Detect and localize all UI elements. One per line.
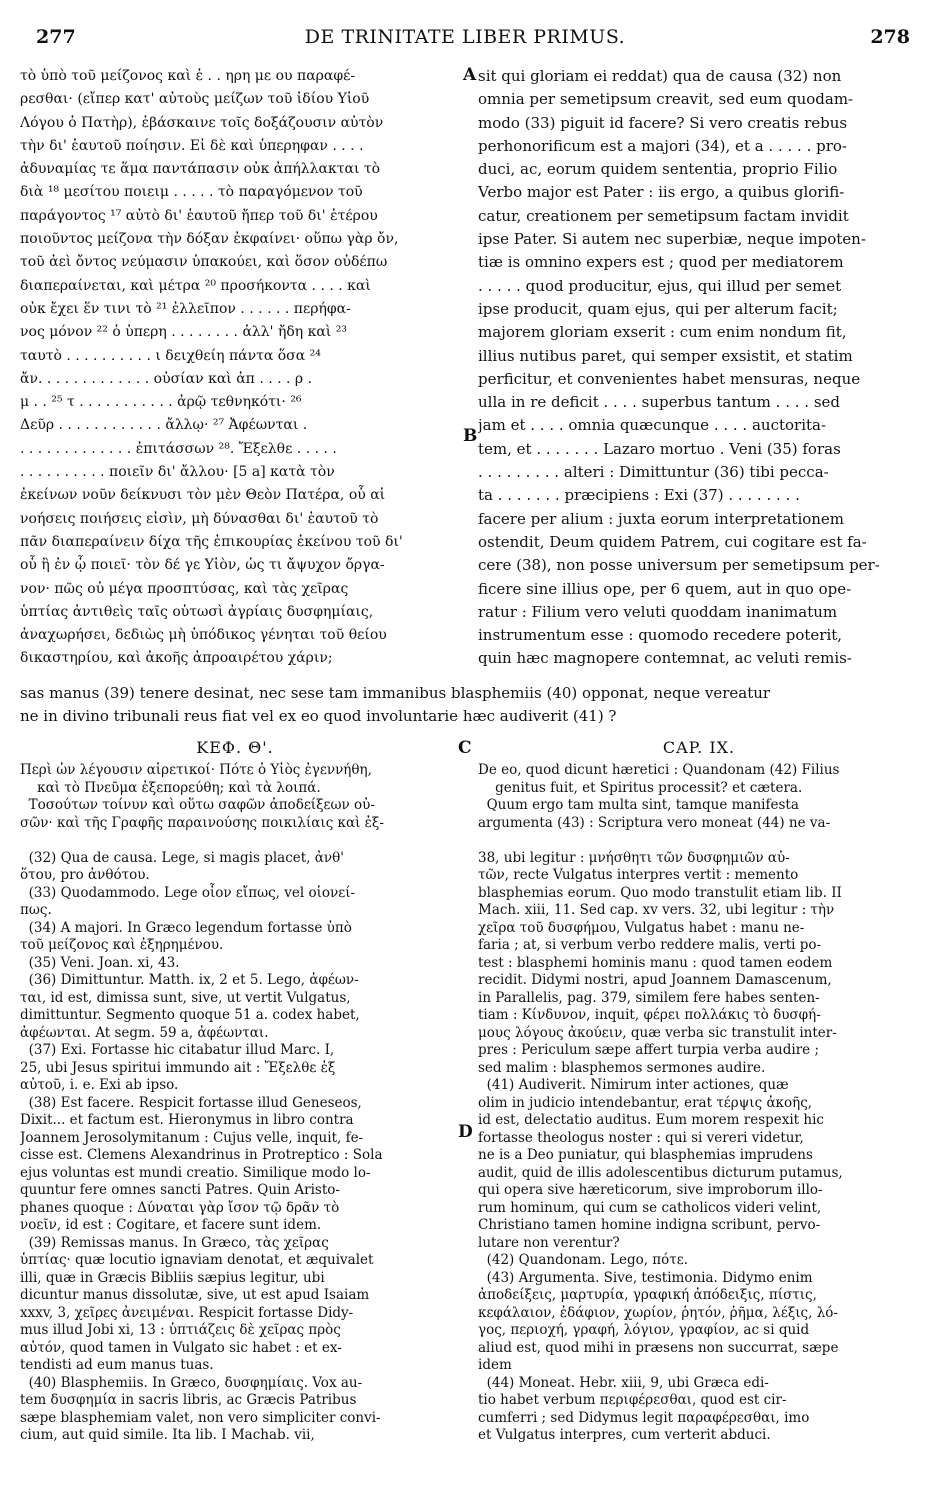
note-line: aliud est, quod mihi in præsens non succurrat, sæpe [478, 1339, 839, 1356]
latin-text-line: sit qui gloriam ei reddat) qua de causa (32) non [478, 67, 842, 85]
greek-text-line: ἀδυναμίας τε ἅμα παντάπασιν οὐκ ἀπήλλακται τὸ [20, 161, 381, 178]
latin-text-line: ratur : Filium vero veluti quoddam inanimatum [478, 602, 838, 621]
note-line: quuntur fere omnes sancti Patres. Quin Aristo- [20, 1182, 340, 1198]
note-line: ἀποδείξεις, μαρτυρία, γραφική ἀπόδειξις, πίστις, [478, 1287, 817, 1303]
note-line: νοεῖν, id est : Cogitare, et facere sunt idem. [20, 1217, 322, 1233]
latin-text-line: quin hæc magnopere contemnat, ac veluti remis- [478, 649, 852, 668]
greek-text-line: πᾶν διαπεραίνειν δίχα τῆς ἐπικουρίας ἐκείνου τοῦ δι' [20, 533, 403, 550]
note-line: (33) Quodammodo. Lege οἷον εἴπως, vel οἱονεί- [20, 884, 356, 901]
margin-letter-b: B [463, 426, 478, 446]
greek-text-line: . . . . . . . . . . . . . ἐπιτάσσων ²⁸. Ἔξελθε . . . . . [20, 440, 337, 457]
note-line: (40) Blasphemiis. In Græco, δυσφημίαις. Vox au- [20, 1374, 363, 1391]
note-line [20, 832, 465, 850]
note-line: αὐτοῦ, i. e. Exi ab ipso. [20, 1077, 179, 1093]
greek-text-line: Δεῦρ . . . . . . . . . . . . ἄλλῳ· ²⁷ Ἀφέωνται . [20, 417, 308, 434]
notes-right-column [478, 762, 910, 1445]
greek-text-line: ὑπτίας ἀντιθεὶς ταῖς οὑτωσὶ ἀγρίαις δυσφημίαις, [20, 603, 374, 620]
greek-text-line: τοῦ ἀεὶ ὄντος νεύμασιν ὑπακούει, καὶ ὅσον οὐδέπω [20, 254, 388, 271]
latin-text-line: ipse producit, quam ejus, qui per alterum facit; [478, 299, 838, 318]
note-line: Christiano tamen homine indigna scribunt, pervo- [478, 1217, 821, 1233]
latin-text-line: facere per alium : juxta eorum interpretationem [478, 509, 845, 528]
page-number-right: 278 [870, 26, 910, 48]
note-line: Mach. xiii, 11. Sed cap. xv vers. 32, ubi legitur : τὴν [478, 902, 835, 918]
latin-text-line: ulla in re deficit . . . . superbus tantum . . . . sed [478, 393, 840, 412]
latin-text-line: tem, et . . . . . . . Lazaro mortuo . Veni (35) foras [478, 439, 841, 458]
full-width-line: ne in divino tribunali reus fiat vel ex eo quod involuntarie hæc audiverit (41) ? [20, 707, 617, 726]
note-line: αὐτόν, quod tamen in Vulgato sic habet : et ex- [20, 1339, 342, 1356]
note-line: fortasse theologus noster : qui si vereri videtur, [478, 1129, 804, 1146]
latin-text-line: omnia per semetipsum creavit, sed eum quodam- [478, 90, 854, 109]
latin-text-line: perhonorificum est a majori (34), et a . . . . . pro- [478, 136, 847, 155]
greek-text-line: δικαστηρίου, καὶ ἀκοῆς ἀπροαιρέτου χάριν; [20, 650, 333, 667]
greek-text-line: μ . . ²⁵ τ . . . . . . . . . . . ἀρῷ τεθνηκότι· ²⁶ [20, 394, 302, 411]
note-line: cium, aut quid simile. Ita lib. I Machab. vii, [20, 1427, 315, 1443]
note-line: tem δυσφημία in sacris libris, ac Græcis Patribus [20, 1392, 357, 1408]
note-line: rum hominum, qui cum se catholicos videri velint, [478, 1199, 822, 1216]
note-line: ται, id est, dimissa sunt, sive, ut vertit Vulgatus, [20, 989, 351, 1006]
note-line: γος, περιοχή, γραφή, λόγιον, γραφίον, ac si quid [478, 1322, 810, 1338]
note-line: test : blasphemi hominis manu : quod tamen eodem [478, 954, 833, 971]
note-line: De eo, quod dicunt hæretici : Quandonam (42) Filius [478, 762, 840, 778]
note-line: dicuntur manus dissolutæ, sive, ut est apud Isaiam [20, 1287, 370, 1303]
note-line: καὶ τὸ Πνεῦμα ἐξεπορεύθη; καὶ τὰ λοιπά. [20, 779, 321, 796]
note-line: faria ; at, si verbum verbo reddere malis, verti po- [478, 937, 822, 953]
note-line: (38) Est facere. Respicit fortasse illud Geneseos, [20, 1094, 362, 1111]
margin-letter-c: C [458, 738, 472, 758]
greek-text-line: Λόγου ὁ Πατὴρ), ἐβάσκαινε τοῖς δοξάζουσιν αὐτὸν [20, 114, 384, 131]
chapter-heading-greek: ΚΕΦ. Θ'. [196, 738, 274, 757]
note-line: (35) Veni. Joan. xi, 43. [20, 954, 180, 971]
note-line: blasphemias eorum. Quo modo transtulit etiam lib. II [478, 884, 842, 901]
note-line: κεφάλαιον, ἐδάφιον, χωρίον, ῥητόν, ῥῆμα, λέξις, λό- [478, 1304, 838, 1321]
full-width-text [20, 682, 910, 729]
latin-text-line: . . . . . . . . . alteri : Dimittuntur (36) tibi pecca- [478, 463, 829, 482]
greek-text-column [20, 65, 460, 671]
note-line: id est, delectatio auditus. Eum morem respexit hic [478, 1112, 824, 1128]
note-line: lutare non verentur? [478, 1234, 620, 1251]
note-line: recidit. Didymi nostri, apud Joannem Damascenum, [478, 972, 832, 988]
greek-text-line: ἐκείνων νοῦν δείκνυσι τὸν μὲν Θεὸν Πατέρα, οὗ αἱ [20, 487, 386, 504]
greek-text-line: ἄν. . . . . . . . . . . . . οὐσίαν καὶ ἀπ . . . . ρ . [20, 370, 313, 387]
greek-text-line: παράγοντος ¹⁷ αὐτὸ δι' ἑαυτοῦ ἤπερ τοῦ δι' ἑτέρου [20, 207, 378, 224]
note-line: (41) Audiverit. Nimirum inter actiones, quæ [478, 1077, 789, 1093]
note-line: tio habet verbum περιφέρεσθαι, quod est cir- [478, 1392, 787, 1408]
chapter-heading-latin: CAP. IX. [662, 738, 736, 757]
note-line: τοῦ μείζονος καὶ ἐξηρημένου. [20, 937, 224, 953]
note-line: χεῖρα τοῦ δυσφήμου, Vulgatus habet : manu ne- [478, 919, 805, 936]
latin-text-line: instrumentum esse : quomodo recedere poterit, [478, 626, 843, 645]
greek-text-line: διὰ ¹⁸ μεσίτου ποιειμ . . . . . τὸ παραγόμενον τοῦ [20, 184, 363, 201]
note-line: sed malim : blasphemos sermones audire. [478, 1059, 766, 1076]
greek-text-line: ἀναχωρήσει, δεδιὼς μὴ ὑπόδικος γένηται τοῦ θείου [20, 627, 387, 644]
full-width-line: sas manus (39) tenere desinat, nec sese tam immanibus blasphemiis (40) opponat, neque vereatur [20, 684, 771, 702]
note-line: cumferri ; sed Didymus legit παραφέρεσθαι, imo [478, 1409, 810, 1426]
latin-text-line: Verbo major est Pater : iis ergo, a quibus glorifi- [478, 183, 845, 202]
greek-text-line: ρεσθαι· (εἴπερ κατ' αὐτοὺς μείζων τοῦ ἰδίου Υἱοῦ [20, 91, 370, 108]
note-line: ἀφέωνται. At segm. 59 a, ἀφέωνται. [20, 1024, 269, 1041]
note-line: (37) Exi. Fortasse hic citabatur illud Marc. I, [20, 1042, 335, 1058]
latin-text-line: ipse Pater. Si autem nec superbiæ, neque impoten- [478, 230, 866, 249]
note-line: audit, quid de illis adolescentibus dicturum putamus, [478, 1164, 843, 1181]
latin-text-line: duci, ac, eorum quidem sententia, proprio Filio [478, 160, 838, 179]
note-line: xxxv, 3, χεῖρες ἀνειμέναι. Respicit fortasse Didy- [20, 1304, 354, 1321]
note-line: pres : Periculum sæpe affert turpia verba audire ; [478, 1042, 819, 1058]
greek-text-line: ποιοῦντος μείζονα τὴν δόξαν ἐκφαίνει· οὕπω γὰρ ὄν, [20, 231, 399, 248]
note-line: Quum ergo tam multa sint, tamque manifesta [478, 797, 799, 813]
latin-text-line: . . . . . quod producitur, ejus, qui illud per semet [478, 276, 842, 295]
note-line: μους λόγους ἀκούειν, quæ verba sic transtulit inter- [478, 1024, 837, 1041]
note-line: et Vulgatus interpres, cum verterit abduci. [478, 1427, 771, 1443]
greek-text-line: νος μόνον ²² ὁ ὑπερη . . . . . . . . ἀλλ' ἤδη καὶ ²³ [20, 324, 347, 341]
greek-text-line: τὴν δι' ἑαυτοῦ ποίησιν. Εἰ δὲ καὶ ὑπερηφαν . . . . [20, 137, 364, 154]
greek-text-line: νον· πῶς οὐ μέγα προσπτύσας, καὶ τὰς χεῖρας [20, 580, 349, 597]
note-line: (32) Qua de causa. Lege, si magis placet, ἀνθ' [20, 849, 344, 866]
latin-text-line: cere (38), non posse universum per semetipsum per- [478, 556, 880, 575]
latin-text-line: ficere sine illius ope, per 6 quem, aut in quo ope- [478, 579, 852, 598]
note-line: argumenta (43) : Scriptura vero moneat (44) ne va- [478, 814, 831, 831]
note-line: sæpe blasphemiam valet, non vero simpliciter convi- [20, 1409, 381, 1426]
note-line: Περὶ ὧν λέγουσιν αἱρετικοί· Πότε ὁ Υἱὸς ἐγεννήθη, [20, 762, 372, 778]
note-line: tendisti ad eum manus tuas. [20, 1357, 214, 1373]
note-line: qui opera sive hæreticorum, sive improborum illo- [478, 1182, 823, 1198]
note-line: (36) Dimittuntur. Matth. ix, 2 et 5. Lego, ἀφέων- [20, 972, 359, 988]
latin-text-column [478, 65, 908, 671]
note-line: σῶν· καὶ τῆς Γραφῆς παραινούσης ποικιλίαις καὶ ἐξ- [20, 814, 384, 831]
note-line: (43) Argumenta. Sive, testimonia. Didymo enim [478, 1269, 813, 1286]
greek-text-line: οὗ ἢ ἐν ᾧ ποιεῖ· τὸν δέ γε Υἱὸν, ὡς τι ἄψυχον ὄργα- [20, 557, 385, 574]
note-line [478, 832, 910, 850]
latin-text-line: perficitur, et convenientes habet mensuras, neque [478, 369, 861, 388]
margin-letter-d: D [458, 1122, 473, 1142]
note-line: ejus voluntas est mundi creatio. Similique modo lo- [20, 1164, 371, 1181]
latin-text-line: jam et . . . . omnia quæcunque . . . . auctorita- [478, 416, 827, 435]
note-line: phanes quoque : Δύναται γὰρ ἴσον τῷ δρᾶν τὸ [20, 1199, 340, 1216]
latin-text-line: catur, creationem per semetipsum factam invidit [478, 206, 849, 225]
notes-left-column [20, 762, 465, 1445]
note-line: 38, ubi legitur : μνήσθητι τῶν δυσφημιῶν αὐ- [478, 849, 790, 866]
note-line: Joannem Jerosolymitanum : Cujus velle, inquit, fe- [20, 1129, 364, 1146]
note-line: cisse est. Clemens Alexandrinus in Protreptico : Sola [20, 1147, 383, 1163]
note-line: (42) Quandonam. Lego, πότε. [478, 1252, 689, 1268]
note-line: ne is a Deo puniatur, qui blasphemias imprudens [478, 1147, 813, 1163]
note-line: mus illud Jobi xi, 13 : ὑπτιάζεις δὲ χεῖρας πρὸς [20, 1322, 341, 1338]
latin-text-line: tiæ is omnino expers est ; quod per mediatorem [478, 253, 844, 272]
note-line: illi, quæ in Græcis Bibliis sæpius legitur, ubi [20, 1269, 325, 1286]
note-line: Dixit... et factum est. Hieronymus in libro contra [20, 1112, 354, 1128]
note-line: 25, ubi Jesus spiritui immundo ait : Ἔξελθε ἐξ [20, 1059, 336, 1076]
note-line: dimittuntur. Segmento quoque 51 a. codex habet, [20, 1007, 360, 1023]
latin-text-line: ostendit, Deum quidem Patrem, cui cogitare est fa- [478, 532, 867, 551]
note-line: τῶν, recte Vulgatus interpres vertit : memento [478, 867, 799, 883]
greek-text-line: ταυτὸ . . . . . . . . . . ι δειχθείη πάντα ὅσα ²⁴ [20, 347, 321, 364]
page-number-left: 277 [36, 26, 76, 48]
note-line: idem [478, 1357, 512, 1373]
note-line: πως. [20, 902, 52, 918]
note-line: (34) A majori. In Græco legendum fortasse ὑπὸ [20, 919, 352, 936]
note-line: ὅτου, pro ἀνθότου. [20, 867, 150, 883]
note-line: genitus fuit, et Spiritus processit? et cætera. [478, 779, 803, 796]
greek-text-line: τὸ ὑπὸ τοῦ μείζονος καὶ ἐ . . ηρη με ου παραφέ- [20, 68, 356, 84]
note-line: olim in judicio intendebantur, erat τέρψις ἀκοῆς, [478, 1094, 813, 1111]
greek-text-line: νοήσεις ποιήσεις εἰσὶν, μὴ δύνασθαι δι' ἑαυτοῦ τὸ [20, 510, 379, 527]
note-line: in Parallelis, pag. 379, similem fere habes senten- [478, 989, 820, 1006]
note-line: ὑπτίας· quæ locutio ignaviam denotat, et æquivalet [20, 1252, 374, 1268]
latin-text-line: modo (33) piguit id facere? Si vero creatis rebus [478, 113, 848, 132]
greek-text-line: διαπεραίνεται, καὶ μέτρα ²⁰ προσήκοντα . . . . καὶ [20, 277, 371, 294]
note-line: (44) Moneat. Hebr. xiii, 9, ubi Græca edi- [478, 1374, 769, 1391]
page-header [20, 26, 910, 54]
greek-text-line: οὐκ ἔχει ἕν τινι τὸ ²¹ ἐλλεῖπον . . . . . . περήφα- [20, 300, 351, 317]
note-line: Τοσούτων τοίνυν καὶ οὕτω σαφῶν ἀποδείξεων οὐ- [20, 797, 375, 813]
note-line: (39) Remissas manus. In Græco, τὰς χεῖρας [20, 1234, 329, 1251]
margin-letter-a: A [463, 65, 477, 85]
latin-text-line: illius nutibus paret, qui semper exsistit, et statim [478, 346, 853, 365]
running-title: DE TRINITATE LIBER PRIMUS. [304, 26, 626, 48]
latin-text-line: majorem gloriam exserit : cum enim nondum fit, [478, 323, 847, 342]
greek-text-line: . . . . . . . . . . ποιεῖν δι' ἄλλου· [5 a] κατὰ τὸν [20, 464, 335, 481]
note-line: tiam : Κίνδυνον, inquit, φέρει πολλάκις τὸ δυσφή- [478, 1007, 821, 1023]
latin-text-line: ta . . . . . . . præcipiens : Exi (37) . . . . . . . . [478, 486, 800, 505]
